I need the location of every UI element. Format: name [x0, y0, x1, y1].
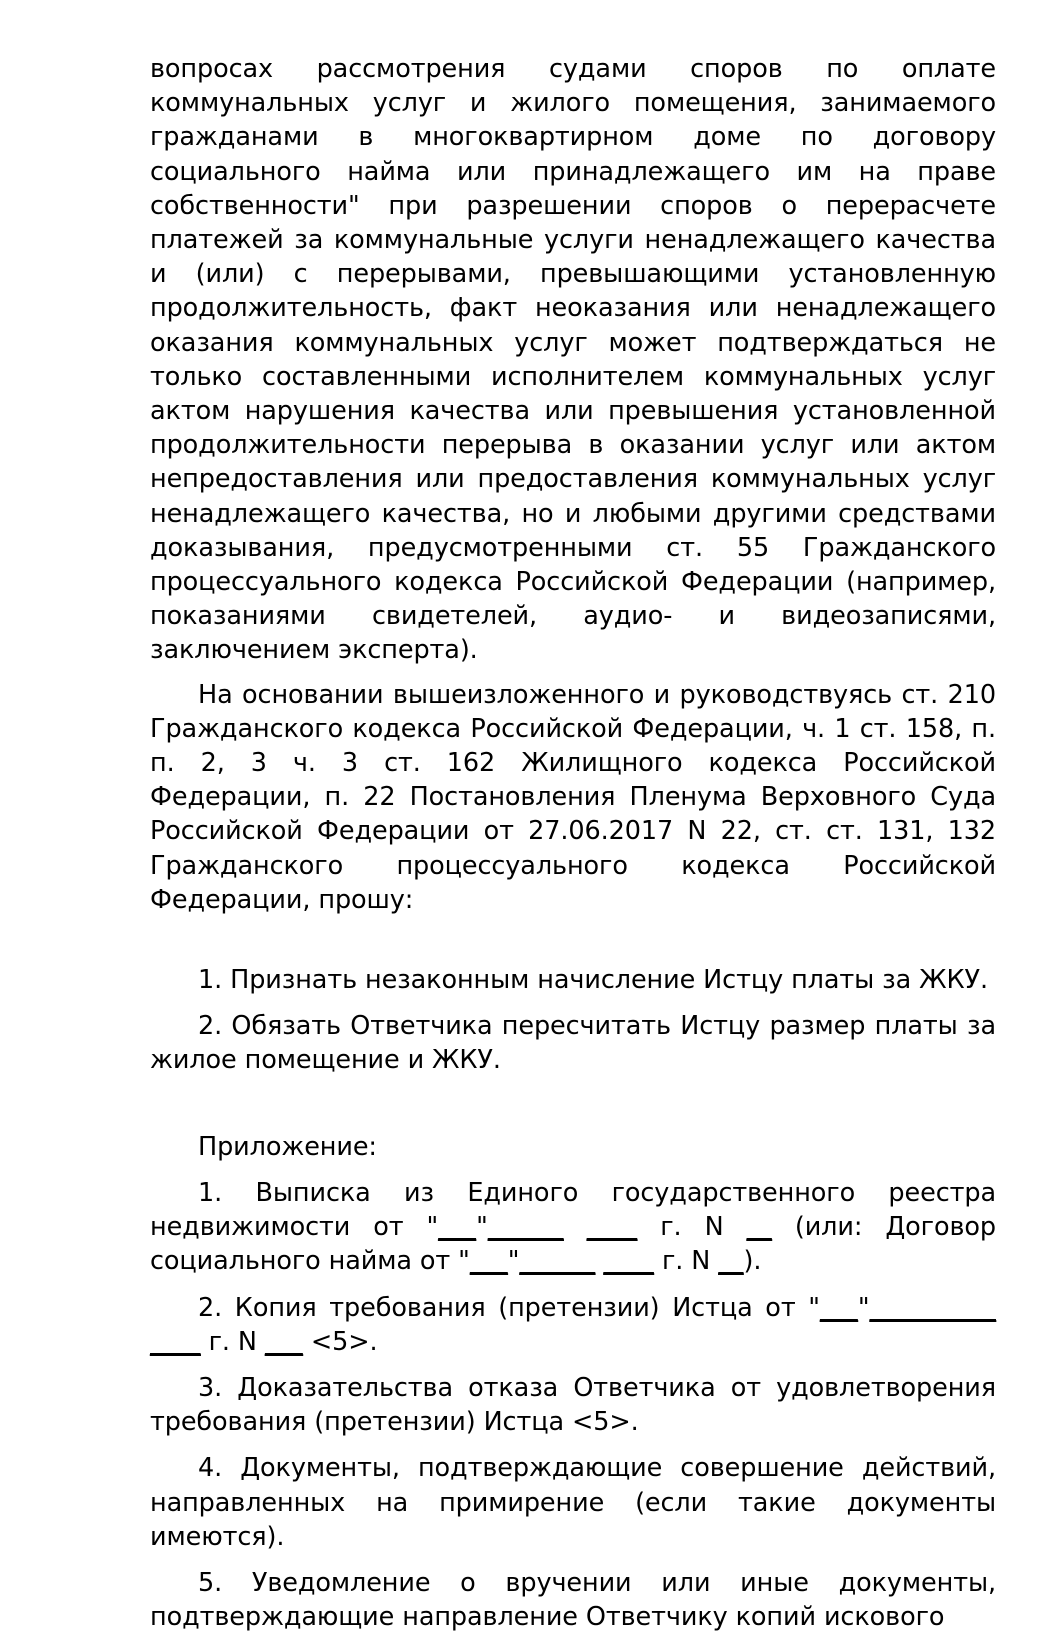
- attachment-1-month-blank: ______: [487, 1212, 564, 1243]
- attachment-1-text-c: [564, 1212, 587, 1242]
- attachment-1-day-blank: ___: [438, 1212, 477, 1243]
- attachment-2-text-e: <5>.: [302, 1326, 378, 1357]
- attachment-2-number-blank: ___: [264, 1326, 303, 1357]
- attachment-1-alt-year-blank: ____: [603, 1246, 654, 1277]
- attachment-1-text-e: (или: Договор социального найма от ": [150, 1212, 996, 1277]
- attachment-1-text-h: г. N: [653, 1246, 719, 1277]
- document-text-body: [150, 52, 996, 1634]
- attachment-2-text-a: 2. Копия требования (претензии) Истца от ": [198, 1292, 820, 1323]
- request-item-2: 2. Обязать Ответчика пересчитать Истцу размер платы за жилое помещение и ЖКУ.: [150, 1011, 996, 1076]
- attachment-2-text-b: ": [857, 1292, 870, 1323]
- attachment-1-alt-day-blank: ___: [469, 1246, 508, 1277]
- attachment-2-month-blank: __________: [869, 1292, 996, 1323]
- attachment-1-text-i: ).: [743, 1246, 762, 1277]
- attachment-1-text-a: 1. Выписка из Единого государственного реестра недвижимости от ": [150, 1177, 996, 1243]
- request-item-1: 1. Признать незаконным начисление Истцу платы за ЖКУ.: [198, 965, 988, 996]
- attachment-item-1: [150, 1176, 996, 1279]
- attachment-item-4: 4. Документы, подтверждающие совершение действий, направленных на примирение (если такие документы имеются).: [150, 1453, 996, 1552]
- attachment-1-text-b: ": [476, 1212, 488, 1243]
- attachment-1-year-blank: ____: [586, 1212, 638, 1243]
- attachment-item-5: 5. Уведомление о вручении или иные документы, подтверждающие направление Ответчику копий искового: [150, 1567, 996, 1633]
- attachment-2-text-d: г. N: [200, 1326, 265, 1357]
- attachments-heading: Приложение:: [198, 1131, 377, 1162]
- paragraph-continued-from-previous-page: вопросах рассмотрения судами споров по оплате коммунальных услуг и жилого помещения, занимаемого гражданами в многоквартирном доме по договору социального найма или принадлежащего им на праве собственности" при разрешении споров о перерасчете платежей за коммунальные услуги ненадлежащего качества и (или) с перерывами, превышающими установленную продолжительность, факт неоказания или ненадлежащего оказания коммунальных услуг может подтверждаться не только составленными исполнителем коммунальных услуг актом нарушения качества или превышения установленной продолжительности перерыва в оказании услуг или актом непредоставления или предоставления коммунальных услуг ненадлежащего качества, но и любыми другими средствами доказывания, предусмотренными ст. 55 Гражданского процессуального кодекса Российской Федерации (например, показаниями свидетелей, аудио- и видеозаписями, заключением эксперта).: [150, 54, 996, 666]
- paragraph-legal-basis-and-request: На основании вышеизложенного и руководствуясь ст. 210 Гражданского кодекса Российской Федерации, ч. 1 ст. 158, п. п. 2, 3 ч. 3 ст. 162 Жилищного кодекса Российской Федерации, п. 22 Постановления Пленума Верховного Суда Российской Федерации от 27.06.2017 N 22, ст. ст. 131, 132 Гражданского процессуального кодекса Российской Федерации, прошу:: [150, 679, 996, 915]
- attachment-2-year-blank: ____: [150, 1326, 201, 1357]
- attachment-1-number-blank: __: [746, 1212, 772, 1243]
- attachment-1-text-d: г. N: [637, 1212, 747, 1243]
- attachment-item-2: [150, 1291, 996, 1359]
- attachment-1-alt-month-blank: ______: [519, 1246, 596, 1277]
- attachment-2-day-blank: ___: [819, 1292, 858, 1323]
- attachment-1-alt-number-blank: __: [718, 1246, 744, 1277]
- attachment-1-text-f: ": [507, 1246, 520, 1277]
- attachment-item-3: 3. Доказательства отказа Ответчика от удовлетворения требования (претензии) Истца <5>.: [150, 1372, 996, 1438]
